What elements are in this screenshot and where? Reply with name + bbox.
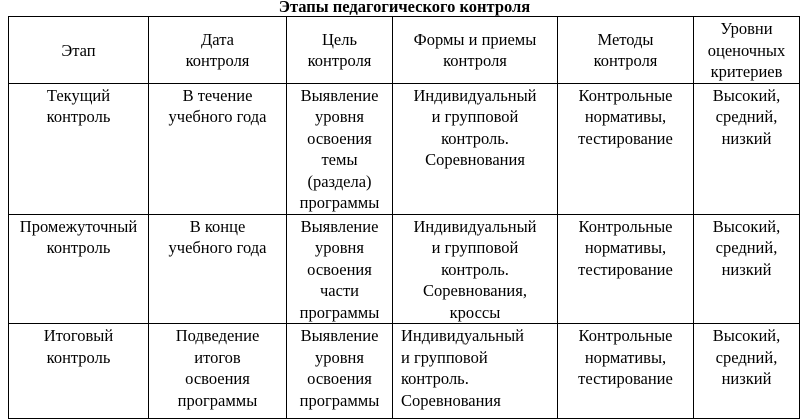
cell-levels: Высокий, средний, низкий	[694, 83, 800, 214]
cell-forms: Индивидуальный и групповой контроль. Соревнования, кроссы	[393, 214, 558, 324]
cell-levels: Высокий, средний, низкий	[694, 214, 800, 324]
cell-methods: Контрольные нормативы, тестирование	[558, 214, 694, 324]
control-stages-table	[8, 16, 800, 419]
header-stage: Этап	[9, 17, 149, 84]
cell-date: В течение учебного года	[149, 83, 287, 214]
header-methods: Методы контроля	[558, 17, 694, 84]
cell-date: В конце учебного года	[149, 214, 287, 324]
cell-goal: Выявление уровня освоения программы	[287, 324, 393, 419]
cell-goal: Выявление уровня освоения темы (раздела) программы	[287, 83, 393, 214]
header-forms: Формы и приемы контроля	[393, 17, 558, 84]
header-date: Дата контроля	[149, 17, 287, 84]
header-levels: Уровни оценочных критериев	[694, 17, 800, 84]
cell-stage: Текущий контроль	[9, 83, 149, 214]
cell-levels: Высокий, средний, низкий	[694, 324, 800, 419]
cell-methods: Контрольные нормативы, тестирование	[558, 83, 694, 214]
cell-forms: Индивидуальный и групповой контроль. Соревнования	[393, 324, 558, 419]
cell-date: Подведение итогов освоения программы	[149, 324, 287, 419]
cell-stage: Итоговый контроль	[9, 324, 149, 419]
table-header-row	[9, 17, 800, 84]
table-row	[9, 324, 800, 419]
cell-methods: Контрольные нормативы, тестирование	[558, 324, 694, 419]
table-row	[9, 214, 800, 324]
header-goal: Цель контроля	[287, 17, 393, 84]
table-title: Этапы педагогического контроля	[278, 0, 531, 16]
cell-forms: Индивидуальный и групповой контроль. Соревнования	[393, 83, 558, 214]
cell-stage: Промежуточный контроль	[9, 214, 149, 324]
table-row	[9, 83, 800, 214]
cell-goal: Выявление уровня освоения части программы	[287, 214, 393, 324]
